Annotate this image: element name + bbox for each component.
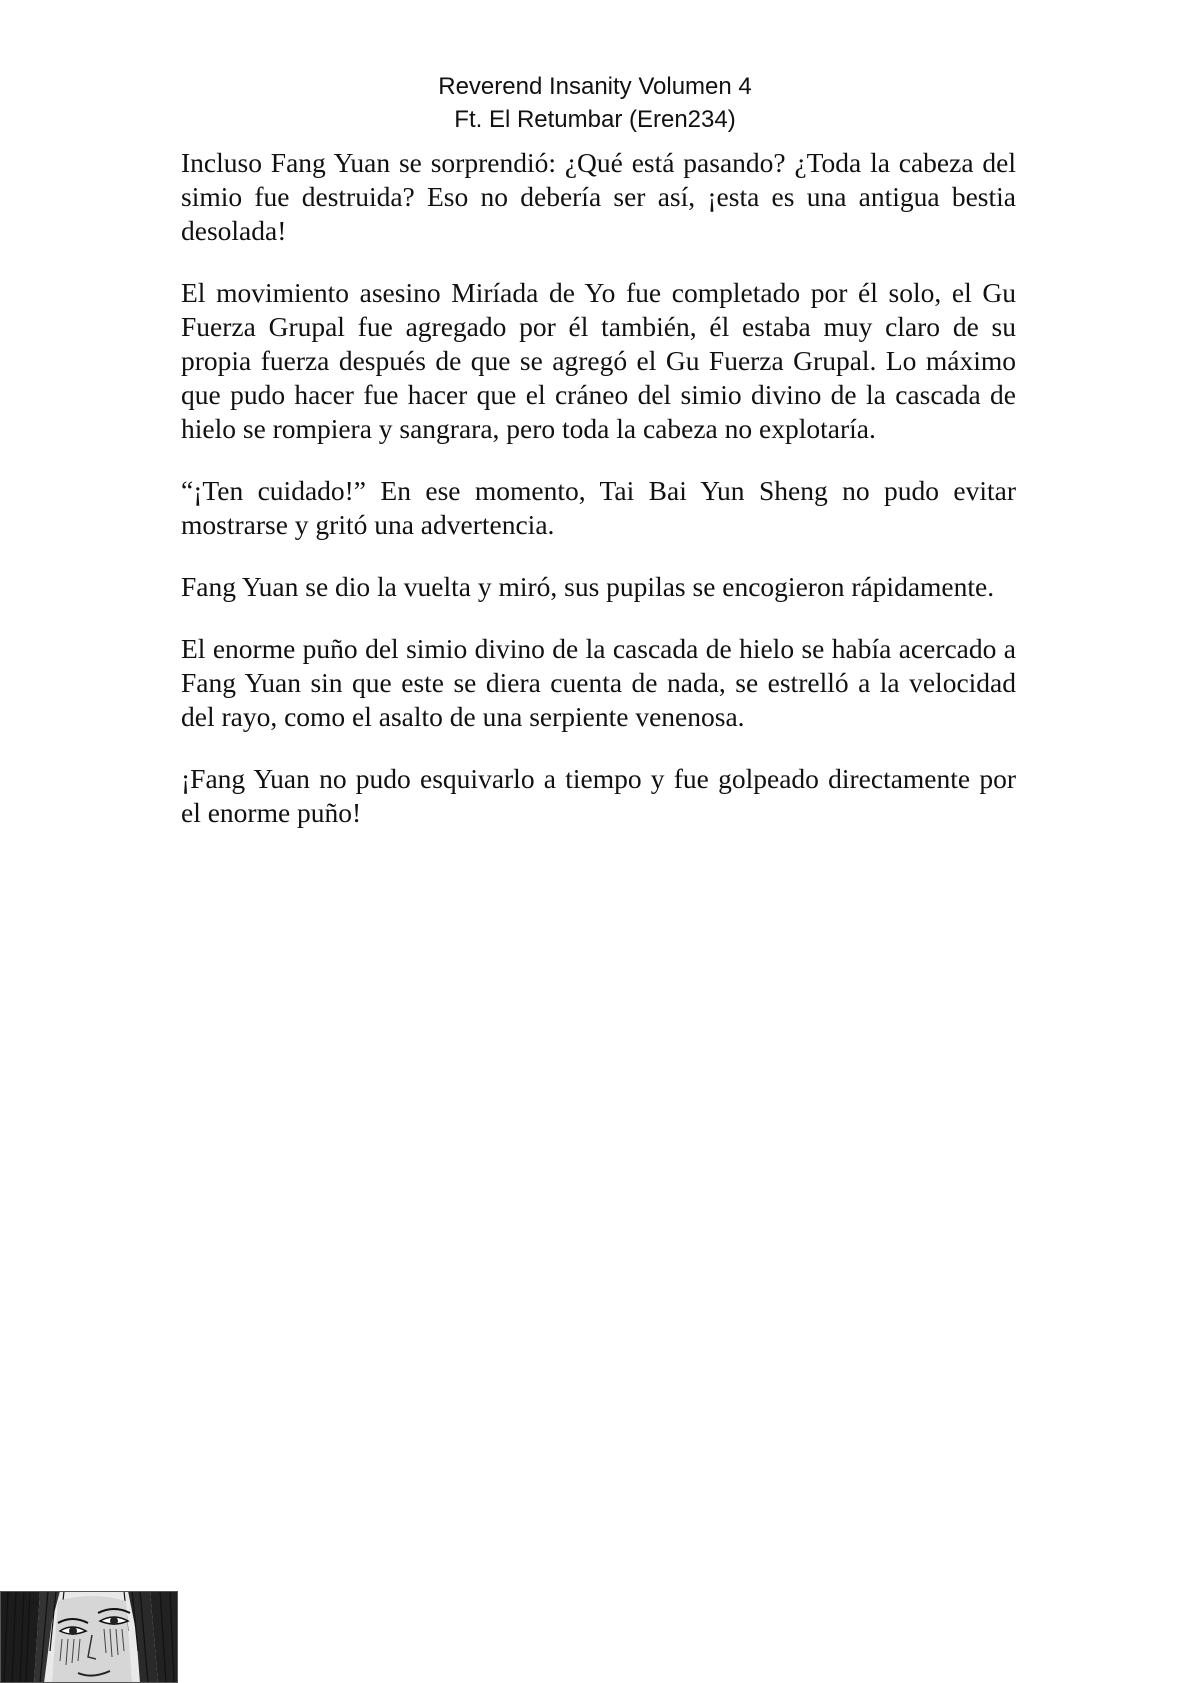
paragraph: “¡Ten cuidado!” En ese momento, Tai Bai Yun Sheng no pudo evitar mostrarse y gritó una advertencia. xyxy=(181,475,1016,540)
header-title: Reverend Insanity Volumen 4 xyxy=(438,73,752,100)
page-header xyxy=(0,70,1190,136)
paragraph: Fang Yuan se dio la vuelta y miró, sus pupilas se encogieron rápidamente. xyxy=(181,571,995,602)
paragraph: El movimiento asesino Miríada de Yo fue completado por él solo, el Gu Fuerza Grupal fue agregado por él también, él estaba muy claro de su propia fuerza después de que se agregó el Gu Fuerza Grupal. Lo máximo que pudo hacer fue hacer que el cráneo del simio divino de la cascada de hielo se rompiera y sangrara, pero toda la cabeza no explotaría. xyxy=(181,277,1016,444)
paragraph: El enorme puño del simio divino de la cascada de hielo se había acercado a Fang Yuan sin que este se diera cuenta de nada, se estrelló a la velocidad del rayo, como el asalto de una serpiente venenosa. xyxy=(181,633,1016,732)
manga-portrait-image xyxy=(0,1591,178,1683)
paragraph: ¡Fang Yuan no pudo esquivarlo a tiempo y fue golpeado directamente por el enorme puño! xyxy=(181,763,1016,828)
paragraph: Incluso Fang Yuan se sorprendió: ¿Qué está pasando? ¿Toda la cabeza del simio fue destruida? Eso no debería ser así, ¡esta es una antigua bestia desolada! xyxy=(181,147,1016,246)
header-credit: Ft. El Retumbar (Eren234) xyxy=(454,106,736,133)
chapter-text xyxy=(181,146,1016,858)
